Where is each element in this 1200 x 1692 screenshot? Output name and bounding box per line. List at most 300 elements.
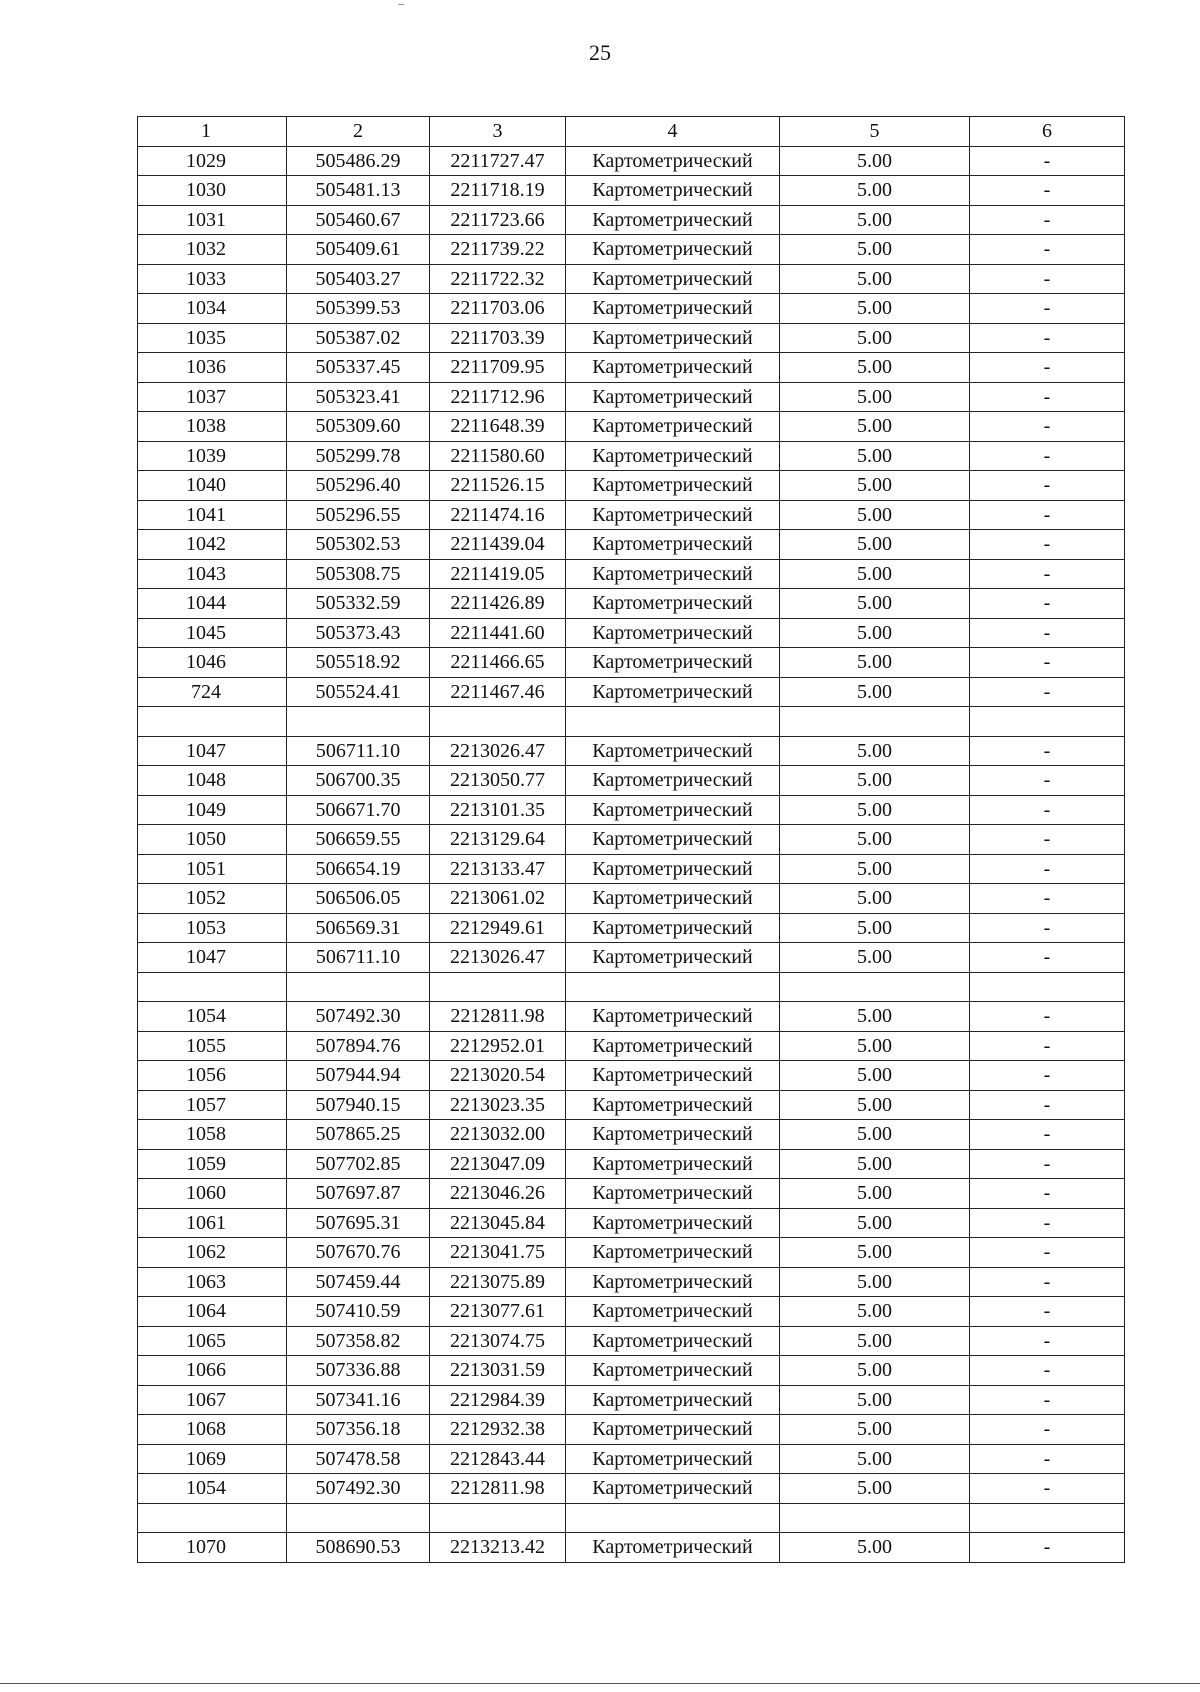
description-cell: - [970,235,1125,265]
header-cell-col-1: 1 [138,117,287,147]
description-cell: - [970,146,1125,176]
x-coordinate-cell: 506671.70 [287,795,430,825]
accuracy-cell: 5.00 [780,1385,970,1415]
x-coordinate-cell: 507940.15 [287,1090,430,1120]
point-number-cell: 1034 [138,294,287,324]
description-cell: - [970,1356,1125,1386]
point-number-cell: 1062 [138,1238,287,1268]
method-cell: Картометрический [566,1297,780,1327]
point-number-cell: 1050 [138,825,287,855]
method-cell: Картометрический [566,1061,780,1091]
description-cell: - [970,500,1125,530]
method-cell: Картометрический [566,559,780,589]
x-coordinate-cell: 505309.60 [287,412,430,442]
table-row [138,382,1125,412]
table-row [138,795,1125,825]
x-coordinate-cell: 507358.82 [287,1326,430,1356]
y-coordinate-cell: 2213026.47 [430,943,566,973]
accuracy-cell: 5.00 [780,825,970,855]
point-number-cell: 1067 [138,1385,287,1415]
x-coordinate-cell: 506659.55 [287,825,430,855]
point-number-cell: 1047 [138,943,287,973]
table-row [138,205,1125,235]
method-cell: Картометрический [566,736,780,766]
table-row [138,677,1125,707]
bottom-page-rule [0,1683,1200,1684]
point-number-cell: 1038 [138,412,287,442]
accuracy-cell: 5.00 [780,1179,970,1209]
method-cell: Картометрический [566,1179,780,1209]
accuracy-cell: 5.00 [780,500,970,530]
point-number-cell: 1064 [138,1297,287,1327]
y-coordinate-cell: 2211703.06 [430,294,566,324]
method-cell: Картометрический [566,294,780,324]
description-cell: - [970,618,1125,648]
description-cell: - [970,1415,1125,1445]
method-cell: Картометрический [566,1208,780,1238]
method-cell: Картометрический [566,589,780,619]
point-number-cell: 1052 [138,884,287,914]
y-coordinate-cell: 2212932.38 [430,1415,566,1445]
method-cell: Картометрический [566,1090,780,1120]
table-body [138,117,1125,1563]
table-row [138,412,1125,442]
accuracy-cell: 5.00 [780,854,970,884]
point-number-cell: 1066 [138,1356,287,1386]
description-cell: - [970,1208,1125,1238]
table-row [138,825,1125,855]
point-number-cell: 1036 [138,353,287,383]
description-cell: - [970,943,1125,973]
table-row [138,943,1125,973]
description-cell: - [970,176,1125,206]
description-cell: - [970,382,1125,412]
table-row [138,1267,1125,1297]
accuracy-cell [780,972,970,1002]
description-cell: - [970,1533,1125,1563]
accuracy-cell: 5.00 [780,176,970,206]
point-number-cell: 724 [138,677,287,707]
method-cell: Картометрический [566,1031,780,1061]
description-cell: - [970,1474,1125,1504]
point-number-cell: 1040 [138,471,287,501]
accuracy-cell [780,1503,970,1533]
y-coordinate-cell: 2213047.09 [430,1149,566,1179]
point-number-cell: 1041 [138,500,287,530]
accuracy-cell: 5.00 [780,1238,970,1268]
y-coordinate-cell: 2213031.59 [430,1356,566,1386]
x-coordinate-cell: 505486.29 [287,146,430,176]
x-coordinate-cell: 505299.78 [287,441,430,471]
accuracy-cell: 5.00 [780,943,970,973]
table-row [138,589,1125,619]
accuracy-cell: 5.00 [780,1415,970,1445]
accuracy-cell: 5.00 [780,1208,970,1238]
y-coordinate-cell: 2213077.61 [430,1297,566,1327]
point-number-cell: 1043 [138,559,287,589]
accuracy-cell: 5.00 [780,559,970,589]
method-cell: Картометрический [566,1238,780,1268]
method-cell: Картометрический [566,618,780,648]
accuracy-cell: 5.00 [780,589,970,619]
x-coordinate-cell: 505308.75 [287,559,430,589]
table-row [138,559,1125,589]
method-cell: Картометрический [566,264,780,294]
x-coordinate-cell: 505296.40 [287,471,430,501]
x-coordinate-cell: 508690.53 [287,1533,430,1563]
point-number-cell: 1030 [138,176,287,206]
x-coordinate-cell [287,1503,430,1533]
point-number-cell: 1065 [138,1326,287,1356]
accuracy-cell: 5.00 [780,294,970,324]
point-number-cell: 1029 [138,146,287,176]
point-number-cell: 1035 [138,323,287,353]
accuracy-cell: 5.00 [780,205,970,235]
table-row [138,146,1125,176]
description-cell: - [970,559,1125,589]
point-number-cell: 1054 [138,1474,287,1504]
y-coordinate-cell: 2213023.35 [430,1090,566,1120]
x-coordinate-cell: 507492.30 [287,1474,430,1504]
table-separator-row [138,972,1125,1002]
x-coordinate-cell: 505409.61 [287,235,430,265]
table-row [138,1031,1125,1061]
y-coordinate-cell: 2211648.39 [430,412,566,442]
y-coordinate-cell [430,707,566,737]
y-coordinate-cell: 2213026.47 [430,736,566,766]
y-coordinate-cell: 2211467.46 [430,677,566,707]
table-row [138,1002,1125,1032]
y-coordinate-cell: 2213101.35 [430,795,566,825]
table-separator-row [138,1503,1125,1533]
method-cell: Картометрический [566,471,780,501]
method-cell: Картометрический [566,412,780,442]
table-row [138,648,1125,678]
page-number: 25 [589,40,611,65]
table-row [138,1533,1125,1563]
description-cell: - [970,1149,1125,1179]
table-header-row [138,117,1125,147]
method-cell: Картометрический [566,353,780,383]
table-row [138,1090,1125,1120]
description-cell: - [970,1002,1125,1032]
x-coordinate-cell: 506654.19 [287,854,430,884]
accuracy-cell: 5.00 [780,264,970,294]
x-coordinate-cell: 506711.10 [287,736,430,766]
y-coordinate-cell: 2213045.84 [430,1208,566,1238]
point-number-cell: 1061 [138,1208,287,1238]
point-number-cell: 1057 [138,1090,287,1120]
point-number-cell: 1068 [138,1415,287,1445]
y-coordinate-cell: 2211739.22 [430,235,566,265]
table-row [138,1326,1125,1356]
x-coordinate-cell: 505399.53 [287,294,430,324]
table-row [138,471,1125,501]
method-cell [566,972,780,1002]
description-cell: - [970,795,1125,825]
header-cell-col-5: 5 [780,117,970,147]
accuracy-cell: 5.00 [780,441,970,471]
method-cell: Картометрический [566,323,780,353]
x-coordinate-cell: 507336.88 [287,1356,430,1386]
method-cell: Картометрический [566,913,780,943]
y-coordinate-cell: 2213133.47 [430,854,566,884]
accuracy-cell: 5.00 [780,795,970,825]
method-cell: Картометрический [566,382,780,412]
coordinates-table [137,116,1125,1563]
description-cell: - [970,677,1125,707]
accuracy-cell: 5.00 [780,323,970,353]
table-row [138,530,1125,560]
accuracy-cell: 5.00 [780,677,970,707]
method-cell: Картометрический [566,1149,780,1179]
accuracy-cell: 5.00 [780,1356,970,1386]
method-cell: Картометрический [566,1267,780,1297]
y-coordinate-cell: 2211723.66 [430,205,566,235]
scan-speck [398,4,404,5]
method-cell: Картометрический [566,677,780,707]
accuracy-cell: 5.00 [780,353,970,383]
description-cell [970,707,1125,737]
method-cell: Картометрический [566,1120,780,1150]
point-number-cell: 1055 [138,1031,287,1061]
method-cell: Картометрический [566,795,780,825]
y-coordinate-cell [430,972,566,1002]
accuracy-cell: 5.00 [780,1326,970,1356]
description-cell: - [970,264,1125,294]
description-cell: - [970,884,1125,914]
header-cell-col-6: 6 [970,117,1125,147]
point-number-cell: 1032 [138,235,287,265]
method-cell: Картометрический [566,648,780,678]
accuracy-cell: 5.00 [780,1120,970,1150]
table-row [138,884,1125,914]
table-row [138,736,1125,766]
accuracy-cell: 5.00 [780,1267,970,1297]
x-coordinate-cell: 505296.55 [287,500,430,530]
table-row [138,441,1125,471]
point-number-cell: 1049 [138,795,287,825]
x-coordinate-cell: 505518.92 [287,648,430,678]
y-coordinate-cell: 2212811.98 [430,1474,566,1504]
x-coordinate-cell: 505337.45 [287,353,430,383]
table-row [138,1297,1125,1327]
header-cell-col-4: 4 [566,117,780,147]
accuracy-cell: 5.00 [780,913,970,943]
table-row [138,1179,1125,1209]
table-row [138,1385,1125,1415]
method-cell: Картометрический [566,500,780,530]
description-cell: - [970,1385,1125,1415]
y-coordinate-cell: 2211426.89 [430,589,566,619]
point-number-cell: 1069 [138,1444,287,1474]
point-number-cell: 1042 [138,530,287,560]
x-coordinate-cell: 507459.44 [287,1267,430,1297]
description-cell [970,1503,1125,1533]
header-cell-col-3: 3 [430,117,566,147]
x-coordinate-cell [287,972,430,1002]
accuracy-cell: 5.00 [780,648,970,678]
accuracy-cell: 5.00 [780,1444,970,1474]
table-row [138,1444,1125,1474]
description-cell [970,972,1125,1002]
y-coordinate-cell: 2212984.39 [430,1385,566,1415]
accuracy-cell: 5.00 [780,1149,970,1179]
table-row [138,264,1125,294]
x-coordinate-cell: 507702.85 [287,1149,430,1179]
point-number-cell: 1060 [138,1179,287,1209]
description-cell: - [970,1031,1125,1061]
accuracy-cell: 5.00 [780,1002,970,1032]
y-coordinate-cell: 2211727.47 [430,146,566,176]
x-coordinate-cell: 507478.58 [287,1444,430,1474]
y-coordinate-cell: 2211466.65 [430,648,566,678]
method-cell: Картометрический [566,176,780,206]
method-cell: Картометрический [566,530,780,560]
x-coordinate-cell: 507356.18 [287,1415,430,1445]
point-number-cell: 1047 [138,736,287,766]
y-coordinate-cell: 2213041.75 [430,1238,566,1268]
x-coordinate-cell: 507410.59 [287,1297,430,1327]
accuracy-cell: 5.00 [780,1474,970,1504]
accuracy-cell: 5.00 [780,884,970,914]
method-cell: Картометрический [566,854,780,884]
x-coordinate-cell: 506569.31 [287,913,430,943]
y-coordinate-cell: 2213075.89 [430,1267,566,1297]
description-cell: - [970,205,1125,235]
method-cell: Картометрический [566,943,780,973]
point-number-cell: 1048 [138,766,287,796]
x-coordinate-cell: 506711.10 [287,943,430,973]
method-cell: Картометрический [566,1415,780,1445]
x-coordinate-cell: 505332.59 [287,589,430,619]
y-coordinate-cell: 2213129.64 [430,825,566,855]
table-row [138,913,1125,943]
point-number-cell: 1037 [138,382,287,412]
description-cell: - [970,913,1125,943]
point-number-cell: 1046 [138,648,287,678]
y-coordinate-cell: 2211439.04 [430,530,566,560]
accuracy-cell: 5.00 [780,471,970,501]
point-number-cell: 1031 [138,205,287,235]
accuracy-cell: 5.00 [780,530,970,560]
x-coordinate-cell: 507695.31 [287,1208,430,1238]
description-cell: - [970,648,1125,678]
description-cell: - [970,1179,1125,1209]
description-cell: - [970,1090,1125,1120]
method-cell: Картометрический [566,825,780,855]
description-cell: - [970,294,1125,324]
description-cell: - [970,323,1125,353]
x-coordinate-cell: 505524.41 [287,677,430,707]
y-coordinate-cell: 2211474.16 [430,500,566,530]
accuracy-cell: 5.00 [780,1297,970,1327]
y-coordinate-cell: 2211718.19 [430,176,566,206]
y-coordinate-cell: 2213050.77 [430,766,566,796]
accuracy-cell: 5.00 [780,235,970,265]
accuracy-cell: 5.00 [780,1061,970,1091]
table-row [138,1120,1125,1150]
description-cell: - [970,471,1125,501]
table-row [138,1415,1125,1445]
accuracy-cell: 5.00 [780,1533,970,1563]
y-coordinate-cell: 2211441.60 [430,618,566,648]
table-row [138,766,1125,796]
y-coordinate-cell: 2212949.61 [430,913,566,943]
x-coordinate-cell [287,707,430,737]
description-cell: - [970,736,1125,766]
point-number-cell [138,707,287,737]
accuracy-cell: 5.00 [780,146,970,176]
method-cell: Картометрический [566,205,780,235]
method-cell: Картометрический [566,146,780,176]
method-cell: Картометрический [566,441,780,471]
point-number-cell: 1054 [138,1002,287,1032]
y-coordinate-cell: 2213213.42 [430,1533,566,1563]
x-coordinate-cell: 505373.43 [287,618,430,648]
description-cell: - [970,412,1125,442]
description-cell: - [970,530,1125,560]
accuracy-cell [780,707,970,737]
point-number-cell: 1053 [138,913,287,943]
description-cell: - [970,1267,1125,1297]
description-cell: - [970,1326,1125,1356]
description-cell: - [970,1238,1125,1268]
description-cell: - [970,766,1125,796]
table-row [138,1238,1125,1268]
table-row [138,1208,1125,1238]
description-cell: - [970,1297,1125,1327]
table-row [138,1061,1125,1091]
table-row [138,618,1125,648]
x-coordinate-cell: 507670.76 [287,1238,430,1268]
x-coordinate-cell: 505323.41 [287,382,430,412]
method-cell: Картометрический [566,1002,780,1032]
x-coordinate-cell: 505481.13 [287,176,430,206]
description-cell: - [970,1120,1125,1150]
description-cell: - [970,825,1125,855]
method-cell: Картометрический [566,766,780,796]
x-coordinate-cell: 507894.76 [287,1031,430,1061]
table-row [138,235,1125,265]
y-coordinate-cell: 2211722.32 [430,264,566,294]
x-coordinate-cell: 507341.16 [287,1385,430,1415]
description-cell: - [970,589,1125,619]
table-row [138,1356,1125,1386]
header-cell-col-2: 2 [287,117,430,147]
y-coordinate-cell: 2213074.75 [430,1326,566,1356]
table-separator-row [138,707,1125,737]
y-coordinate-cell: 2213061.02 [430,884,566,914]
point-number-cell: 1051 [138,854,287,884]
method-cell: Картометрический [566,1356,780,1386]
method-cell: Картометрический [566,1444,780,1474]
point-number-cell: 1059 [138,1149,287,1179]
table-row [138,353,1125,383]
x-coordinate-cell: 507697.87 [287,1179,430,1209]
method-cell: Картометрический [566,1385,780,1415]
y-coordinate-cell: 2213032.00 [430,1120,566,1150]
method-cell [566,1503,780,1533]
point-number-cell: 1045 [138,618,287,648]
y-coordinate-cell: 2211703.39 [430,323,566,353]
description-cell: - [970,854,1125,884]
y-coordinate-cell: 2212811.98 [430,1002,566,1032]
table-row [138,1149,1125,1179]
point-number-cell: 1044 [138,589,287,619]
y-coordinate-cell: 2211526.15 [430,471,566,501]
point-number-cell: 1033 [138,264,287,294]
